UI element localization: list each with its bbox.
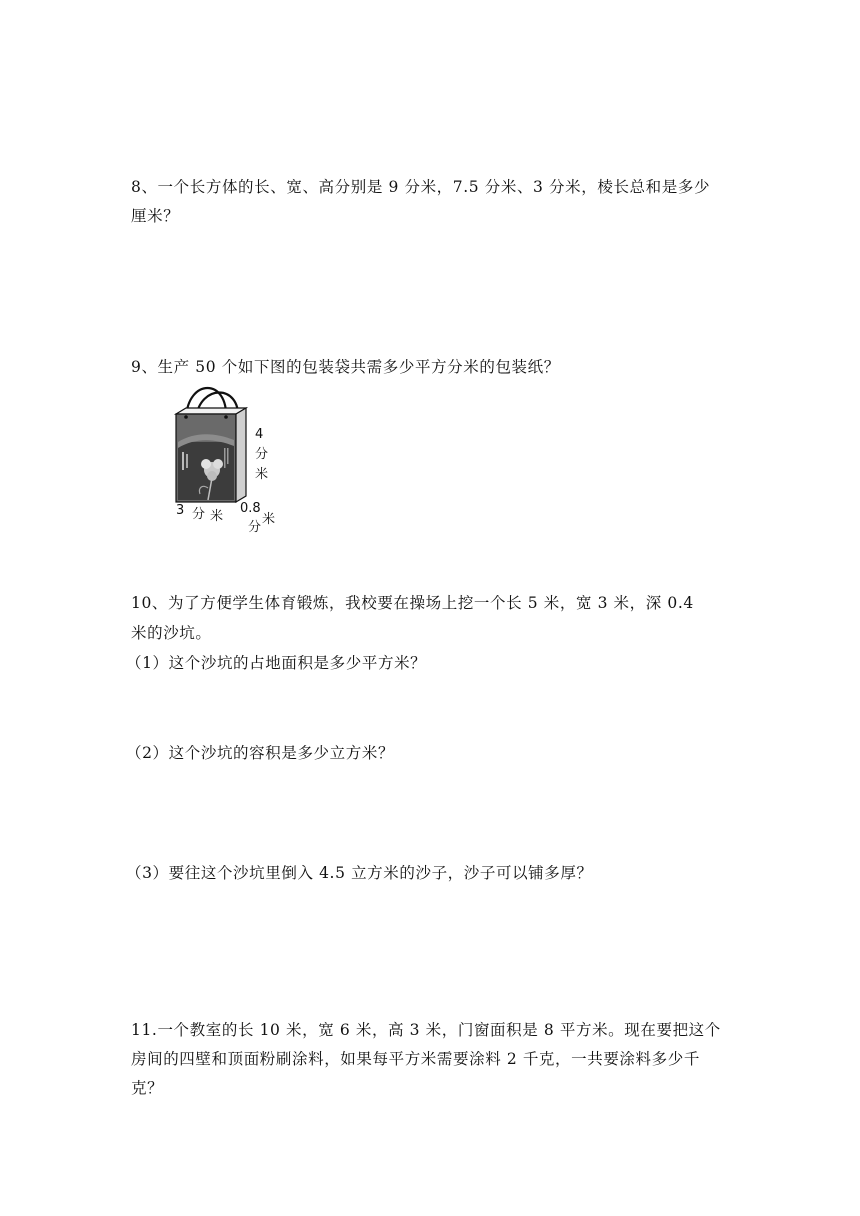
length-number: 3 bbox=[176, 503, 185, 518]
question-10-sub-2: （2）这个沙坑的容积是多少立方米？ bbox=[126, 744, 395, 762]
width-unit-2: 米 bbox=[262, 512, 276, 527]
height-number: 4 bbox=[255, 427, 264, 442]
width-number: 0.8 bbox=[240, 501, 261, 516]
question-10-line-2: 米的沙坑。 bbox=[131, 624, 212, 642]
length-unit-1: 分 bbox=[192, 507, 206, 522]
height-unit-1: 分 bbox=[255, 447, 269, 462]
question-11-line-1: 11.一个教室的长 10 米，宽 6 米，高 3 米，门窗面积是 8 平方米。现在要把这个 bbox=[131, 1021, 721, 1039]
question-9-line-1: 9、生产 50 个如下图的包装袋共需多少平方分米的包装纸？ bbox=[131, 358, 560, 376]
width-unit-1: 分 bbox=[248, 520, 262, 535]
question-8-line-1: 8、一个长方体的长、宽、高分别是 9 分米，7.5 分米、3 分米，棱长总和是多少 bbox=[131, 178, 711, 196]
question-10-sub-3: （3）要往这个沙坑里倒入 4.5 立方米的沙子，沙子可以铺多厚？ bbox=[126, 864, 593, 882]
question-11-line-2: 房间的四壁和顶面粉刷涂料，如果每平方米需要涂料 2 千克，一共要涂料多少千 bbox=[131, 1050, 700, 1068]
question-10-line-1: 10、为了方便学生体育锻炼，我校要在操场上挖一个长 5 米，宽 3 米，深 0.4 bbox=[131, 594, 694, 612]
question-10-sub-1: （1）这个沙坑的占地面积是多少平方米？ bbox=[126, 654, 427, 672]
question-11-line-3: 克？ bbox=[131, 1079, 164, 1097]
length-unit-2: 米 bbox=[210, 509, 224, 524]
shopping-bag-figure bbox=[168, 384, 288, 534]
height-unit-2: 米 bbox=[255, 467, 269, 482]
question-8-line-2: 厘米？ bbox=[131, 207, 180, 225]
